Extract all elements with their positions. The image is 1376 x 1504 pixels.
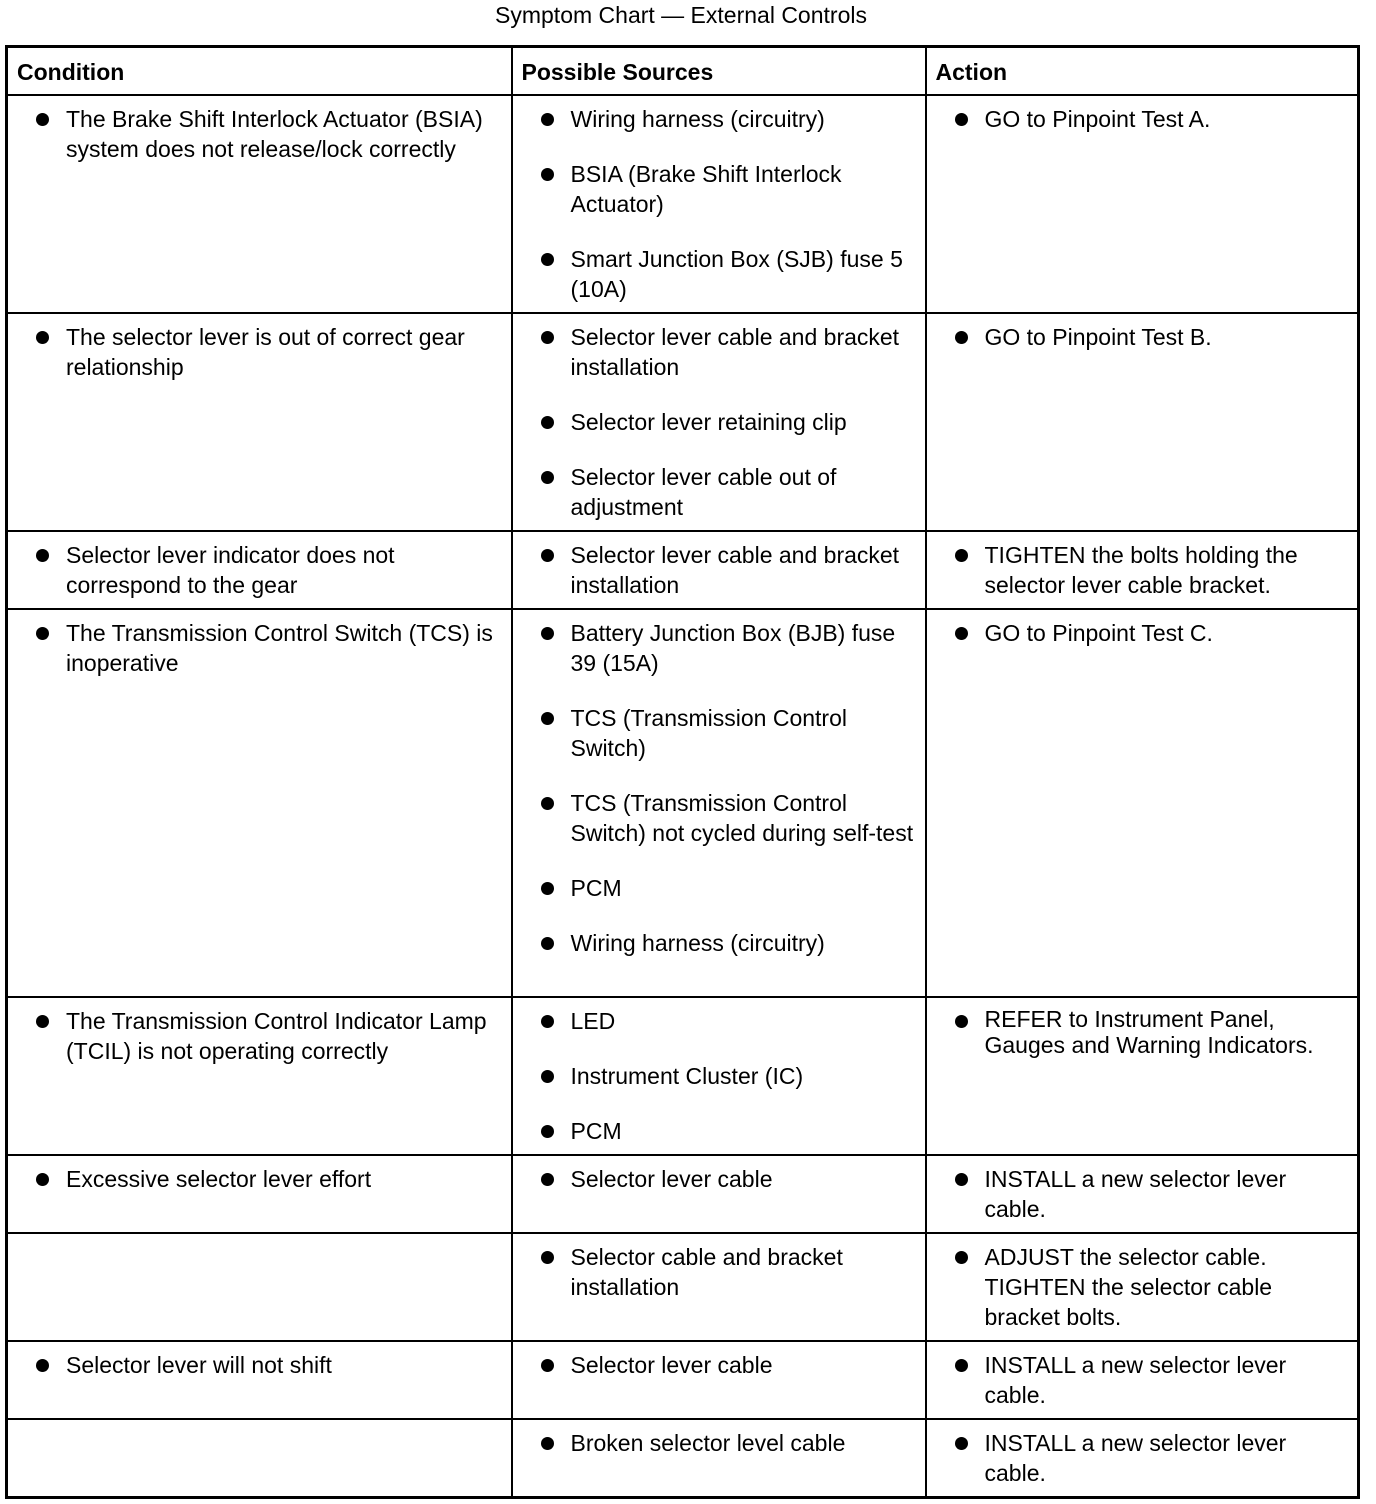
table-row [7,609,1359,997]
source-item: Broken selector level cable [513,1428,917,1458]
source-item: Smart Junction Box (SJB) fuse 5 (10A) [513,244,917,304]
table-row [7,95,1359,313]
source-item: Selector lever retaining clip [513,407,917,437]
header-possible-sources: Possible Sources [512,47,926,96]
source-item: Selector lever cable [513,1350,917,1380]
condition-item: The Transmission Control Indicator Lamp (TCIL) is not operating correctly [8,1006,503,1066]
condition-item: The Transmission Control Switch (TCS) is inoperative [8,618,503,678]
source-item: PCM [513,873,917,903]
sources-cell [512,1341,926,1419]
condition-item: The selector lever is out of correct gear relationship [8,322,503,382]
table-row [7,997,1359,1155]
condition-cell [7,1341,512,1419]
condition-cell-empty [7,1233,512,1341]
source-item: BSIA (Brake Shift Interlock Actuator) [513,159,917,219]
table-row [7,1341,1359,1419]
source-item: Wiring harness (circuitry) [513,928,917,958]
condition-cell [7,531,512,609]
condition-cell-empty [7,1419,512,1498]
action-item: INSTALL a new selector lever cable. [927,1350,1350,1410]
action-cell [926,1419,1359,1498]
action-cell [926,313,1359,531]
condition-cell [7,1155,512,1233]
condition-cell [7,95,512,313]
action-item: REFER to Instrument Panel, Gauges and Warning Indicators. [927,1006,1350,1058]
action-item: TIGHTEN the bolts holding the selector lever cable bracket. [927,540,1350,600]
table-row [7,1233,1359,1341]
action-item: ADJUST the selector cable. TIGHTEN the selector cable bracket bolts. [927,1242,1350,1332]
source-item: TCS (Transmission Control Switch) [513,703,917,763]
condition-cell [7,609,512,997]
chart-title: Symptom Chart — External Controls [495,2,867,28]
source-item: Selector lever cable [513,1164,917,1194]
source-item: Selector lever cable out of adjustment [513,462,917,522]
action-item: INSTALL a new selector lever cable. [927,1164,1350,1224]
source-item: Selector lever cable and bracket installation [513,540,917,600]
action-cell [926,1155,1359,1233]
condition-item: Selector lever indicator does not correspond to the gear [8,540,503,600]
symptom-table [5,45,1360,1499]
action-cell [926,609,1359,997]
source-item: LED [513,1006,917,1036]
condition-cell [7,313,512,531]
header-condition: Condition [7,47,512,96]
sources-cell [512,1233,926,1341]
sources-cell [512,1419,926,1498]
table-row [7,531,1359,609]
action-cell [926,95,1359,313]
source-item: PCM [513,1116,917,1146]
action-cell [926,997,1359,1155]
action-item: GO to Pinpoint Test A. [927,104,1350,134]
condition-item: Selector lever will not shift [8,1350,503,1380]
sources-cell [512,609,926,997]
source-item: Selector cable and bracket installation [513,1242,917,1302]
condition-item: The Brake Shift Interlock Actuator (BSIA) system does not release/lock correctly [8,104,503,164]
source-item: Wiring harness (circuitry) [513,104,917,134]
source-item: Instrument Cluster (IC) [513,1061,917,1091]
action-cell [926,531,1359,609]
table-row [7,1155,1359,1233]
table-row [7,313,1359,531]
sources-cell [512,1155,926,1233]
header-row [7,47,1359,96]
header-action: Action [926,47,1359,96]
sources-cell [512,95,926,313]
condition-cell [7,997,512,1155]
table-row [7,1419,1359,1498]
action-item: GO to Pinpoint Test B. [927,322,1350,352]
source-item: Battery Junction Box (BJB) fuse 39 (15A) [513,618,917,678]
action-cell [926,1233,1359,1341]
action-item: INSTALL a new selector lever cable. [927,1428,1350,1488]
source-item: TCS (Transmission Control Switch) not cycled during self-test [513,788,917,848]
action-cell [926,1341,1359,1419]
sources-cell [512,997,926,1155]
action-item: GO to Pinpoint Test C. [927,618,1350,648]
sources-cell [512,531,926,609]
condition-item: Excessive selector lever effort [8,1164,503,1194]
source-item: Selector lever cable and bracket installation [513,322,917,382]
sources-cell [512,313,926,531]
